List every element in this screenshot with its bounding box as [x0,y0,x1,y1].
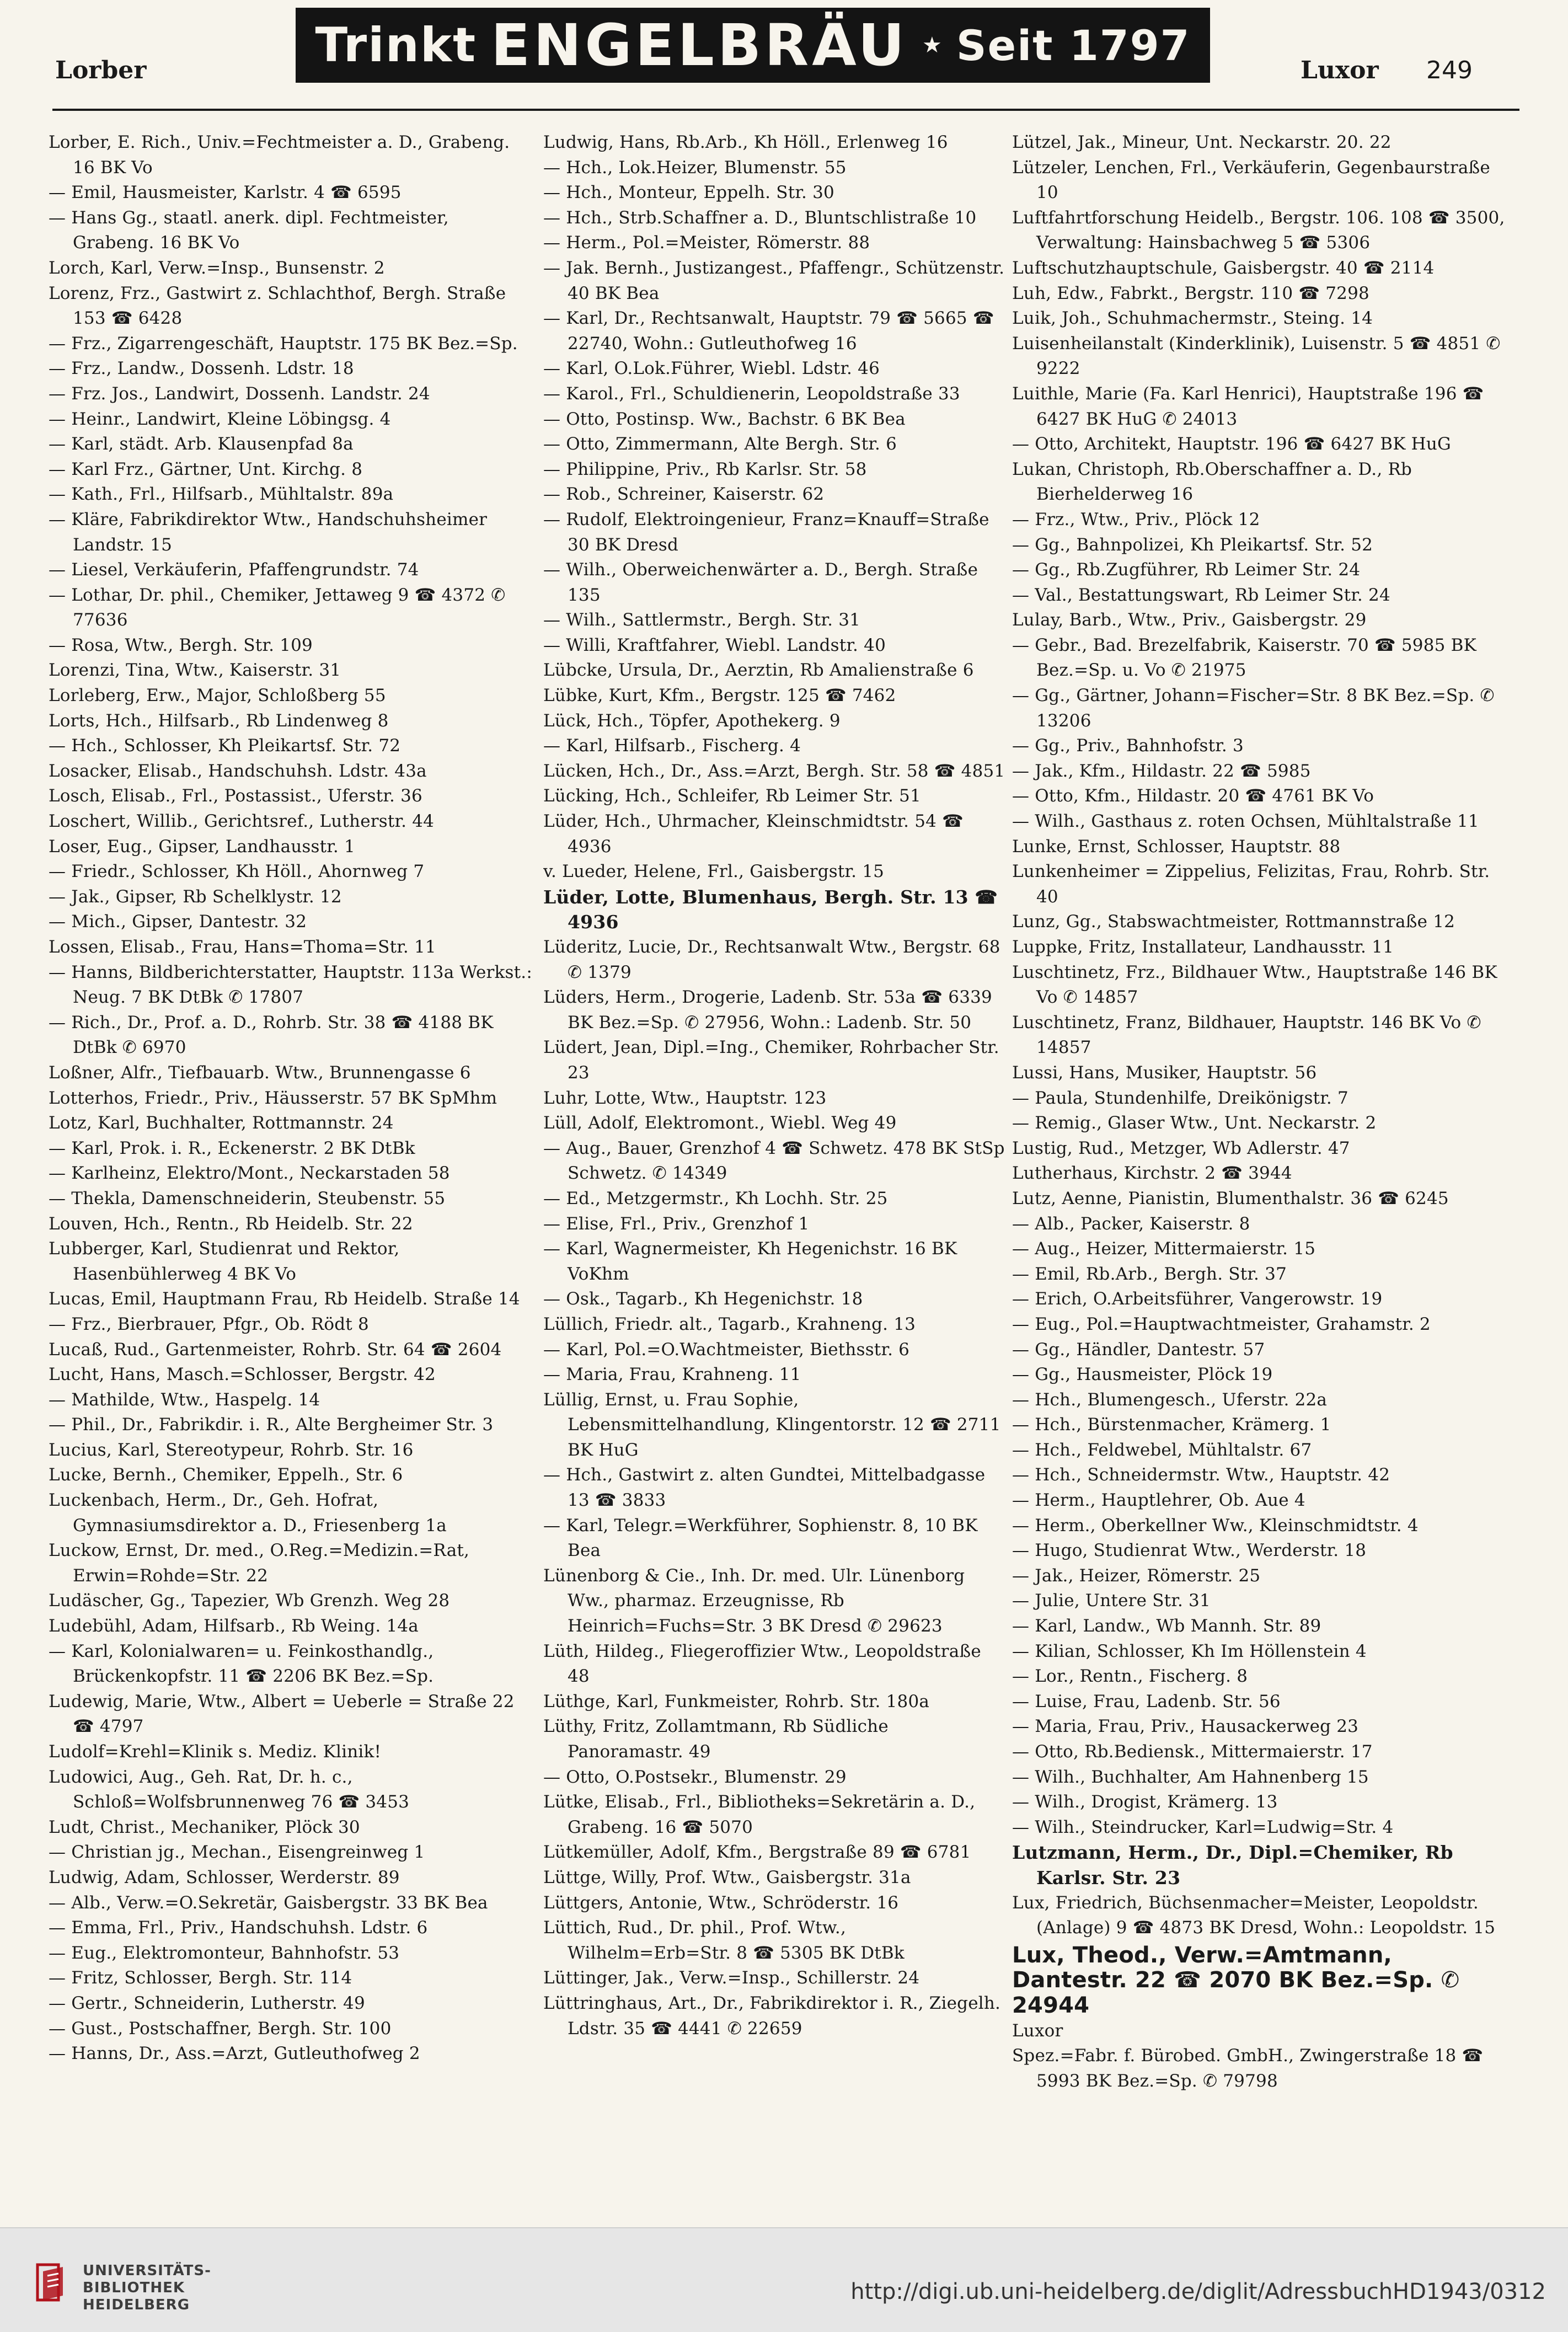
directory-entry: — Herm., Oberkellner Ww., Kleinschmidtstr. 4 [1012,1515,1419,1536]
directory-entry: Lustig, Rud., Metzger, Wb Adlerstr. 47 [1012,1138,1350,1158]
directory-entry: — Otto, Postinsp. Ww., Bachstr. 6 BK Bea [543,409,906,429]
directory-entry: Lux, Friedrich, Büchsenmacher=Meister, Leopoldstr. (Anlage) 9 ☎ 4873 BK Dresd, Wohn.: Leopoldstr. 15 [1012,1892,1496,1938]
directory-entry: — Christian jg., Mechan., Eisengreinweg 1 [49,1842,425,1863]
directory-entry: — Karl Frz., Gärtner, Unt. Kirchg. 8 [49,459,363,479]
directory-entry: Luithle, Marie (Fa. Karl Henrici), Hauptstraße 196 ☎ 6427 BK HuG ✆ 24013 [1012,383,1484,429]
directory-entry: Lulay, Barb., Wtw., Priv., Gaisbergstr. 29 [1012,610,1367,630]
directory-entry: Lüth, Hildeg., Fliegeroffizier Wtw., Leopoldstraße 48 [543,1641,981,1687]
directory-entry: — Frz., Zigarrengeschäft, Hauptstr. 175 BK Bez.=Sp. [49,333,518,354]
directory-entry: — Karl, Prok. i. R., Eckenerstr. 2 BK DtBk [49,1138,415,1158]
directory-entry: Lüttinger, Jak., Verw.=Insp., Schillerstr. 24 [543,1968,920,1988]
directory-entry: — Emil, Rb.Arb., Bergh. Str. 37 [1012,1264,1287,1284]
directory-entry: Ludäscher, Gg., Tapezier, Wb Grenzh. Weg 28 [49,1591,450,1611]
directory-entry: Lubberger, Karl, Studienrat und Rektor, Hasenbühlerweg 4 BK Vo [49,1239,400,1284]
directory-entry: Lunkenheimer = Zippelius, Felizitas, Frau, Rohrb. Str. 40 [1012,862,1490,907]
directory-entry: — Frz., Bierbrauer, Pfgr., Ob. Rödt 8 [49,1314,369,1334]
directory-entry: — Hch., Feldwebel, Mühltalstr. 67 [1012,1440,1312,1460]
directory-entry: — Karl, Kolonialwaren= u. Feinkosthandlg., Brückenkopfstr. 11 ☎ 2206 BK Bez.=Sp. [49,1641,434,1687]
directory-entry: — Karol., Frl., Schuldienerin, Leopoldstraße 33 [543,383,960,404]
directory-column-1 [49,130,535,2226]
directory-entry: Lossen, Elisab., Frau, Hans=Thoma=Str. 11 [49,937,436,957]
directory-column-3 [1012,130,1511,2226]
directory-entry: — Otto, Rb.Bediensk., Mittermaierstr. 17 [1012,1742,1373,1762]
directory-entry: — Lothar, Dr. phil., Chemiker, Jettaweg 9 ☎ 4372 ✆ 77636 [49,585,506,630]
directory-entry: — Erich, O.Arbeitsführer, Vangerowstr. 19 [1012,1289,1383,1309]
directory-entry: — Wilh., Steindrucker, Karl=Ludwig=Str. 4 [1012,1817,1394,1837]
directory-entry: Lucius, Karl, Stereotypeur, Rohrb. Str. 16 [49,1440,414,1460]
directory-entry: — Hanns, Bildberichterstatter, Hauptstr. 113a Werkst.: Neug. 7 BK DtBk ✆ 17807 [49,962,532,1008]
directory-entry: — Hugo, Studienrat Wtw., Werderstr. 18 [1012,1541,1367,1561]
directory-entry: — Karl, Pol.=O.Wachtmeister, Biethsstr. 6 [543,1339,910,1360]
directory-entry: — Kläre, Fabrikdirektor Wtw., Handschuhsheimer Landstr. 15 [49,509,488,555]
directory-entry: Lutz, Aenne, Pianistin, Blumenthalstr. 36 ☎ 6245 [1012,1188,1449,1208]
directory-entry: Lüttge, Willy, Prof. Wtw., Gaisbergstr. 31a [543,1867,911,1887]
directory-entry: Spez.=Fabr. f. Bürobed. GmbH., Zwingerstraße 18 ☎ 5993 BK Bez.=Sp. ✆ 79798 [1012,2046,1484,2091]
directory-entry: — Emma, Frl., Priv., Handschuhsh. Ldstr. 6 [49,1918,428,1938]
directory-entry: Luschtinetz, Franz, Bildhauer, Hauptstr. 146 BK Vo ✆ 14857 [1012,1012,1481,1058]
directory-entry: — Karl, Wagnermeister, Kh Hegenichstr. 16 BK VoKhm [543,1239,957,1284]
directory-entry: — Wilh., Gasthaus z. roten Ochsen, Mühltalstraße 11 [1012,811,1479,832]
directory-entry: Luxor [1012,2020,1063,2041]
directory-entry: Lucht, Hans, Masch.=Schlosser, Bergstr. 42 [49,1365,436,1385]
directory-entry: Lotz, Karl, Buchhalter, Rottmannstr. 24 [49,1113,394,1133]
star-icon: ★ [922,33,942,58]
directory-entry: — Hch., Strb.Schaffner a. D., Bluntschlistraße 10 [543,207,977,228]
directory-entry: Lüllich, Friedr. alt., Tagarb., Krahneng. 13 [543,1314,916,1334]
directory-entry: — Liesel, Verkäuferin, Pfaffengrundstr. 74 [49,560,419,580]
directory-entry: — Karl, Telegr.=Werkführer, Sophienstr. 8, 10 BK Bea [543,1515,978,1561]
directory-entry: — Kilian, Schlosser, Kh Im Höllenstein 4 [1012,1641,1367,1661]
directory-entry: Ludwig, Adam, Schlosser, Werderstr. 89 [49,1867,400,1887]
directory-entry: — Jak., Heizer, Römerstr. 25 [1012,1565,1261,1586]
directory-entry: — Hch., Gastwirt z. alten Gundtei, Mittelbadgasse 13 ☎ 3833 [543,1465,986,1511]
directory-entry: — Aug., Bauer, Grenzhof 4 ☎ Schwetz. 478 BK StSp Schwetz. ✆ 14349 [543,1138,1005,1184]
directory-entry: — Rob., Schreiner, Kaiserstr. 62 [543,484,825,505]
directory-entry: — Mathilde, Wtw., Haspelg. 14 [49,1389,320,1410]
directory-entry: — Val., Bestattungswart, Rb Leimer Str. 24 [1012,585,1390,605]
directory-entry: Lünenborg & Cie., Inh. Dr. med. Ulr. Lünenborg Ww., pharmaz. Erzeugnisse, Rb Heinrich=Fuchs=Str. 3 BK Dresd ✆ 29623 [543,1565,965,1636]
directory-entry: Luckenbach, Herm., Dr., Geh. Hofrat, Gymnasiumsdirektor a. D., Friesenberg 1a [49,1490,447,1536]
directory-entry: — Maria, Frau, Priv., Hausackerweg 23 [1012,1716,1359,1737]
directory-entry: Lück, Hch., Töpfer, Apothekerg. 9 [543,710,841,731]
directory-entry: — Hanns, Dr., Ass.=Arzt, Gutleuthofweg 2 [49,2044,420,2064]
library-name [83,2263,211,2314]
directory-entry: Luhr, Lotte, Wtw., Hauptstr. 123 [543,1088,827,1108]
directory-entry: — Frz. Jos., Landwirt, Dossenh. Landstr. 24 [49,383,430,404]
directory-entry: — Eug., Elektromonteur, Bahnhofstr. 53 [49,1943,400,1963]
directory-entry: Ludebühl, Adam, Hilfsarb., Rb Weing. 14a [49,1616,419,1636]
directory-entry: — Karl, Hilfsarb., Fischerg. 4 [543,736,801,756]
directory-entry: Ludwig, Hans, Rb.Arb., Kh Höll., Erlenweg 16 [543,132,948,152]
directory-entry: Lucke, Bernh., Chemiker, Eppelh., Str. 6 [49,1465,403,1485]
directory-entry: — Hch., Monteur, Eppelh. Str. 30 [543,183,834,203]
directory-entry: Lüthy, Fritz, Zollamtmann, Rb Südliche Panoramastr. 49 [543,1716,889,1762]
directory-entry: Losch, Elisab., Frl., Postassist., Uferstr. 36 [49,786,422,806]
source-url-link[interactable]: http://digi.ub.uni-heidelberg.de/diglit/AdressbuchHD1943/0312 [850,2279,1546,2304]
directory-entry: Luh, Edw., Fabrkt., Bergstr. 110 ☎ 7298 [1012,283,1369,303]
directory-entry: Lucaß, Rud., Gartenmeister, Rohrb. Str. 64 ☎ 2604 [49,1339,502,1360]
directory-entry: Luisenheilanstalt (Kinderklinik), Luisenstr. 5 ☎ 4851 ✆ 9222 [1012,333,1501,379]
directory-entry: — Alb., Packer, Kaiserstr. 8 [1012,1213,1250,1234]
directory-entry: — Hch., Lok.Heizer, Blumenstr. 55 [543,157,847,178]
directory-entry: Ludt, Christ., Mechaniker, Plöck 30 [49,1817,360,1837]
page-number: 249 [1426,56,1473,84]
directory-entry: Lübke, Kurt, Kfm., Bergstr. 125 ☎ 7462 [543,686,896,706]
directory-entry: — Gg., Händler, Dantestr. 57 [1012,1339,1265,1360]
directory-entry: — Jak., Gipser, Rb Schelklystr. 12 [49,886,342,907]
directory-entry: — Jak., Kfm., Hildastr. 22 ☎ 5985 [1012,761,1311,781]
directory-entry: Lunz, Gg., Stabswachtmeister, Rottmannstraße 12 [1012,912,1455,932]
directory-entry: — Wilh., Drogist, Krämerg. 13 [1012,1792,1278,1812]
header-rule [52,109,1519,111]
directory-entry: Lotterhos, Friedr., Priv., Häusserstr. 57 BK SpMhm [49,1088,497,1108]
directory-entry: — Eug., Pol.=Hauptwachtmeister, Grahamstr. 2 [1012,1314,1431,1334]
directory-entry: — Elise, Frl., Priv., Grenzhof 1 [543,1213,810,1234]
directory-entry: — Gg., Gärtner, Johann=Fischer=Str. 8 BK Bez.=Sp. ✆ 13206 [1012,686,1495,731]
directory-entry: — Rich., Dr., Prof. a. D., Rohrb. Str. 38 ☎ 4188 BK DtBk ✆ 6970 [49,1012,494,1058]
directory-entry: Losacker, Elisab., Handschuhsh. Ldstr. 43a [49,761,427,781]
directory-entry: — Otto, O.Postsekr., Blumenstr. 29 [543,1767,847,1787]
directory-entry: — Julie, Untere Str. 31 [1012,1591,1211,1611]
directory-entry: Louven, Hch., Rentn., Rb Heidelb. Str. 22 [49,1213,413,1234]
directory-entry: Loser, Eug., Gipser, Landhausstr. 1 [49,836,355,857]
directory-entry: — Herm., Pol.=Meister, Römerstr. 88 [543,233,870,253]
directory-entry: — Aug., Heizer, Mittermaierstr. 15 [1012,1239,1316,1259]
directory-entry: — Emil, Hausmeister, Karlstr. 4 ☎ 6595 [49,183,402,203]
directory-entry: Lorleberg, Erw., Major, Schloßberg 55 [49,686,386,706]
directory-entry: — Karlheinz, Elektro/Mont., Neckarstaden 58 [49,1163,450,1184]
directory-entry: Lüttich, Rud., Dr. phil., Prof. Wtw., Wilhelm=Erb=Str. 8 ☎ 5305 BK DtBk [543,1918,905,1963]
directory-entry: — Hans Gg., staatl. anerk. dipl. Fechtmeister, Grabeng. 16 BK Vo [49,207,449,253]
directory-entry: Lorts, Hch., Hilfsarb., Rb Lindenweg 8 [49,710,389,731]
directory-entry: Ludowici, Aug., Geh. Rat, Dr. h. c., Schloß=Wolfsbrunnenweg 76 ☎ 3453 [49,1767,410,1812]
directory-entry: — Ed., Metzgermstr., Kh Lochh. Str. 25 [543,1188,888,1208]
directory-entry: — Fritz, Schlosser, Bergh. Str. 114 [49,1968,352,1988]
directory-entry: — Gg., Rb.Zugführer, Rb Leimer Str. 24 [1012,560,1361,580]
directory-entry: — Otto, Zimmermann, Alte Bergh. Str. 6 [543,434,897,454]
directory-entry: — Rudolf, Elektroingenieur, Franz=Knauff=Straße 30 BK Dresd [543,509,989,555]
directory-entry: Lutherhaus, Kirchstr. 2 ☎ 3944 [1012,1163,1292,1184]
footer-bar [0,2227,1568,2332]
directory-entry: Lorenz, Frz., Gastwirt z. Schlachthof, Bergh. Straße 153 ☎ 6428 [49,283,506,329]
directory-entry: — Gust., Postschaffner, Bergh. Str. 100 [49,2018,392,2039]
directory-entry: — Frz., Wtw., Priv., Plöck 12 [1012,509,1260,529]
directory-entry: — Jak. Bernh., Justizangest., Pfaffengr., Schützenstr. 40 BK Bea [543,258,1005,303]
directory-entry: — Heinr., Landwirt, Kleine Löbingsg. 4 [49,409,391,429]
directory-entry: — Hch., Bürstenmacher, Krämerg. 1 [1012,1415,1331,1435]
directory-entry: — Karl, Dr., Rechtsanwalt, Hauptstr. 79 ☎ 5665 ☎ 22740, Wohn.: Gutleuthofweg 16 [543,308,994,354]
directory-entry: Lüderitz, Lucie, Dr., Rechtsanwalt Wtw., Bergstr. 68 ✆ 1379 [543,937,1000,982]
directory-entry: — Maria, Frau, Krahneng. 11 [543,1365,801,1385]
directory-entry: Luckow, Ernst, Dr. med., O.Reg.=Medizin.=Rat, Erwin=Rohde=Str. 22 [49,1541,470,1586]
directory-entry: — Lor., Rentn., Fischerg. 8 [1012,1666,1248,1687]
directory-entry: Lützeler, Lenchen, Frl., Verkäuferin, Gegenbaurstraße 10 [1012,157,1490,203]
section-heading: Lux, Theod., Verw.=Amtmann, Dantestr. 22 ☎ 2070 BK Bez.=Sp. ✆ 24944 [1012,1942,1460,2018]
directory-entry: Lukan, Christoph, Rb.Oberschaffner a. D., Rb Bierhelderweg 16 [1012,459,1412,505]
directory-entry: — Luise, Frau, Ladenb. Str. 56 [1012,1691,1281,1711]
directory-entry: — Friedr., Schlosser, Kh Höll., Ahornweg 7 [49,862,425,882]
directory-entry: — Gebr., Bad. Brezelfabrik, Kaiserstr. 70 ☎ 5985 BK Bez.=Sp. u. Vo ✆ 21975 [1012,635,1476,681]
banner-since: Seit 1797 [956,20,1191,70]
directory-entry: Loßner, Alfr., Tiefbauarb. Wtw., Brunnengasse 6 [49,1062,471,1083]
directory-entry: Lunke, Ernst, Schlosser, Hauptstr. 88 [1012,836,1341,857]
directory-entry: Lorber, E. Rich., Univ.=Fechtmeister a. D., Grabeng. 16 BK Vo [49,132,510,178]
running-head-left: Lorber [55,56,147,84]
running-head-right: Luxor [1301,56,1379,84]
directory-entry: Luftfahrtforschung Heidelb., Bergstr. 106. 108 ☎ 3500, Verwaltung: Hainsbachweg 5 ☎ 5306 [1012,207,1505,253]
directory-entry: — Wilh., Sattlermstr., Bergh. Str. 31 [543,610,861,630]
directory-entry: — Gertr., Schneiderin, Lutherstr. 49 [49,1993,365,2013]
directory-entry: Lüllig, Ernst, u. Frau Sophie, Lebensmittelhandlung, Klingentorstr. 12 ☎ 2711 BK HuG [543,1389,1001,1460]
directory-entry: — Otto, Architekt, Hauptstr. 196 ☎ 6427 BK HuG [1012,434,1452,454]
directory-entry: — Karl, Landw., Wb Mannh. Str. 89 [1012,1616,1321,1636]
directory-entry: — Kath., Frl., Hilfsarb., Mühltalstr. 89a [49,484,394,505]
directory-entry: Lorch, Karl, Verw.=Insp., Bunsenstr. 2 [49,258,385,278]
directory-entry: Lübcke, Ursula, Dr., Aerztin, Rb Amalienstraße 6 [543,660,974,681]
directory-entry: Lüders, Herm., Drogerie, Ladenb. Str. 53a ☎ 6339 BK Bez.=Sp. ✆ 27956, Wohn.: Ladenb. Str. 50 [543,987,992,1033]
directory-entry: — Karl, städt. Arb. Klausenpfad 8a [49,434,354,454]
directory-entry: — Mich., Gipser, Dantestr. 32 [49,912,307,932]
directory-entry: Lücken, Hch., Dr., Ass.=Arzt, Bergh. Str. 58 ☎ 4851 [543,761,1005,781]
directory-entry: — Wilh., Oberweichenwärter a. D., Bergh. Straße 135 [543,560,978,605]
directory-entry: Lützel, Jak., Mineur, Unt. Neckarstr. 20. 22 [1012,132,1392,152]
directory-entry: — Gg., Bahnpolizei, Kh Pleikartsf. Str. 52 [1012,534,1373,555]
directory-entry: — Phil., Dr., Fabrikdir. i. R., Alte Bergheimer Str. 3 [49,1415,494,1435]
directory-entry: — Hch., Schlosser, Kh Pleikartsf. Str. 72 [49,736,401,756]
directory-column-2 [543,130,1005,2226]
directory-entry: — Rosa, Wtw., Bergh. Str. 109 [49,635,313,655]
directory-entry: — Remig., Glaser Wtw., Unt. Neckarstr. 2 [1012,1113,1377,1133]
directory-entry: — Paula, Stundenhilfe, Dreikönigstr. 7 [1012,1088,1348,1108]
library-logo-icon [35,2261,69,2303]
directory-entry: Lucas, Emil, Hauptmann Frau, Rb Heidelb. Straße 14 [49,1289,520,1309]
directory-entry: — Alb., Verw.=O.Sekretär, Gaisbergstr. 33 BK Bea [49,1892,488,1913]
directory-entry: Luppke, Fritz, Installateur, Landhausstr. 11 [1012,937,1394,957]
directory-entry: — Philippine, Priv., Rb Karlsr. Str. 58 [543,459,867,479]
directory-entry: Luik, Joh., Schuhmachermstr., Steing. 14 [1012,308,1373,329]
library-name-line: HEIDELBERG [83,2297,190,2313]
directory-entry: Lorenzi, Tina, Wtw., Kaiserstr. 31 [49,660,341,681]
advertisement-banner [298,10,1208,81]
banner-word-trinkt: Trinkt [315,18,477,73]
directory-entry: Loschert, Willib., Gerichtsref., Lutherstr. 44 [49,811,435,832]
directory-entry: v. Lueder, Helene, Frl., Gaisbergstr. 15 [543,862,885,882]
library-name-line: BIBLIOTHEK [83,2280,185,2296]
directory-entry: Lutzmann, Herm., Dr., Dipl.=Chemiker, Rb Karlsr. Str. 23 [1012,1842,1453,1889]
directory-entry: — Gg., Priv., Bahnhofstr. 3 [1012,736,1244,756]
directory-entry: — Willi, Kraftfahrer, Wiebl. Landstr. 40 [543,635,886,655]
directory-entry: Lüll, Adolf, Elektromont., Wiebl. Weg 49 [543,1113,897,1133]
directory-entry: — Gg., Hausmeister, Plöck 19 [1012,1365,1273,1385]
directory-entry: — Otto, Kfm., Hildastr. 20 ☎ 4761 BK Vo [1012,786,1374,806]
directory-entry: Lütke, Elisab., Frl., Bibliotheks=Sekretärin a. D., Grabeng. 16 ☎ 5070 [543,1792,976,1837]
library-name-line: UNIVERSITÄTS- [83,2263,211,2279]
directory-entry: Lütkemüller, Adolf, Kfm., Bergstraße 89 ☎ 6781 [543,1842,971,1863]
directory-entry: — Thekla, Damenschneiderin, Steubenstr. 55 [49,1188,446,1208]
directory-entry: Lüttgers, Antonie, Wtw., Schröderstr. 16 [543,1892,899,1913]
directory-entry: — Herm., Hauptlehrer, Ob. Aue 4 [1012,1490,1305,1511]
directory-entry: Ludewig, Marie, Wtw., Albert = Ueberle = Straße 22 ☎ 4797 [49,1691,515,1737]
directory-entry: — Wilh., Buchhalter, Am Hahnenberg 15 [1012,1767,1369,1787]
directory-entry: — Karl, O.Lok.Führer, Wiebl. Ldstr. 46 [543,359,880,379]
directory-entry: — Osk., Tagarb., Kh Hegenichstr. 18 [543,1289,863,1309]
directory-entry: Luschtinetz, Frz., Bildhauer Wtw., Hauptstraße 146 BK Vo ✆ 14857 [1012,962,1497,1008]
directory-entry: — Hch., Schneidermstr. Wtw., Hauptstr. 42 [1012,1465,1390,1485]
directory-entry: Lüthge, Karl, Funkmeister, Rohrb. Str. 180a [543,1691,930,1711]
directory-entry: — Hch., Blumengesch., Uferstr. 22a [1012,1389,1328,1410]
directory-entry: Lüttringhaus, Art., Dr., Fabrikdirektor i. R., Ziegelh. Ldstr. 35 ☎ 4441 ✆ 22659 [543,1993,1001,2039]
banner-brand: ENGELBRÄU [491,12,908,79]
directory-entry: Ludolf=Krehl=Klinik s. Mediz. Klinik! [49,1742,382,1762]
directory-entry: Lücking, Hch., Schleifer, Rb Leimer Str. 51 [543,786,921,806]
directory-entry: Lüder, Hch., Uhrmacher, Kleinschmidtstr. 54 ☎ 4936 [543,811,964,857]
directory-entry: Lussi, Hans, Musiker, Hauptstr. 56 [1012,1062,1317,1083]
directory-entry: Lüder, Lotte, Blumenhaus, Bergh. Str. 13 ☎ 4936 [543,886,998,933]
directory-entry: — Frz., Landw., Dossenh. Ldstr. 18 [49,359,354,379]
directory-entry: Lüdert, Jean, Dipl.=Ing., Chemiker, Rohrbacher Str. 23 [543,1037,999,1083]
directory-entry: Luftschutzhauptschule, Gaisbergstr. 40 ☎ 2114 [1012,258,1435,278]
